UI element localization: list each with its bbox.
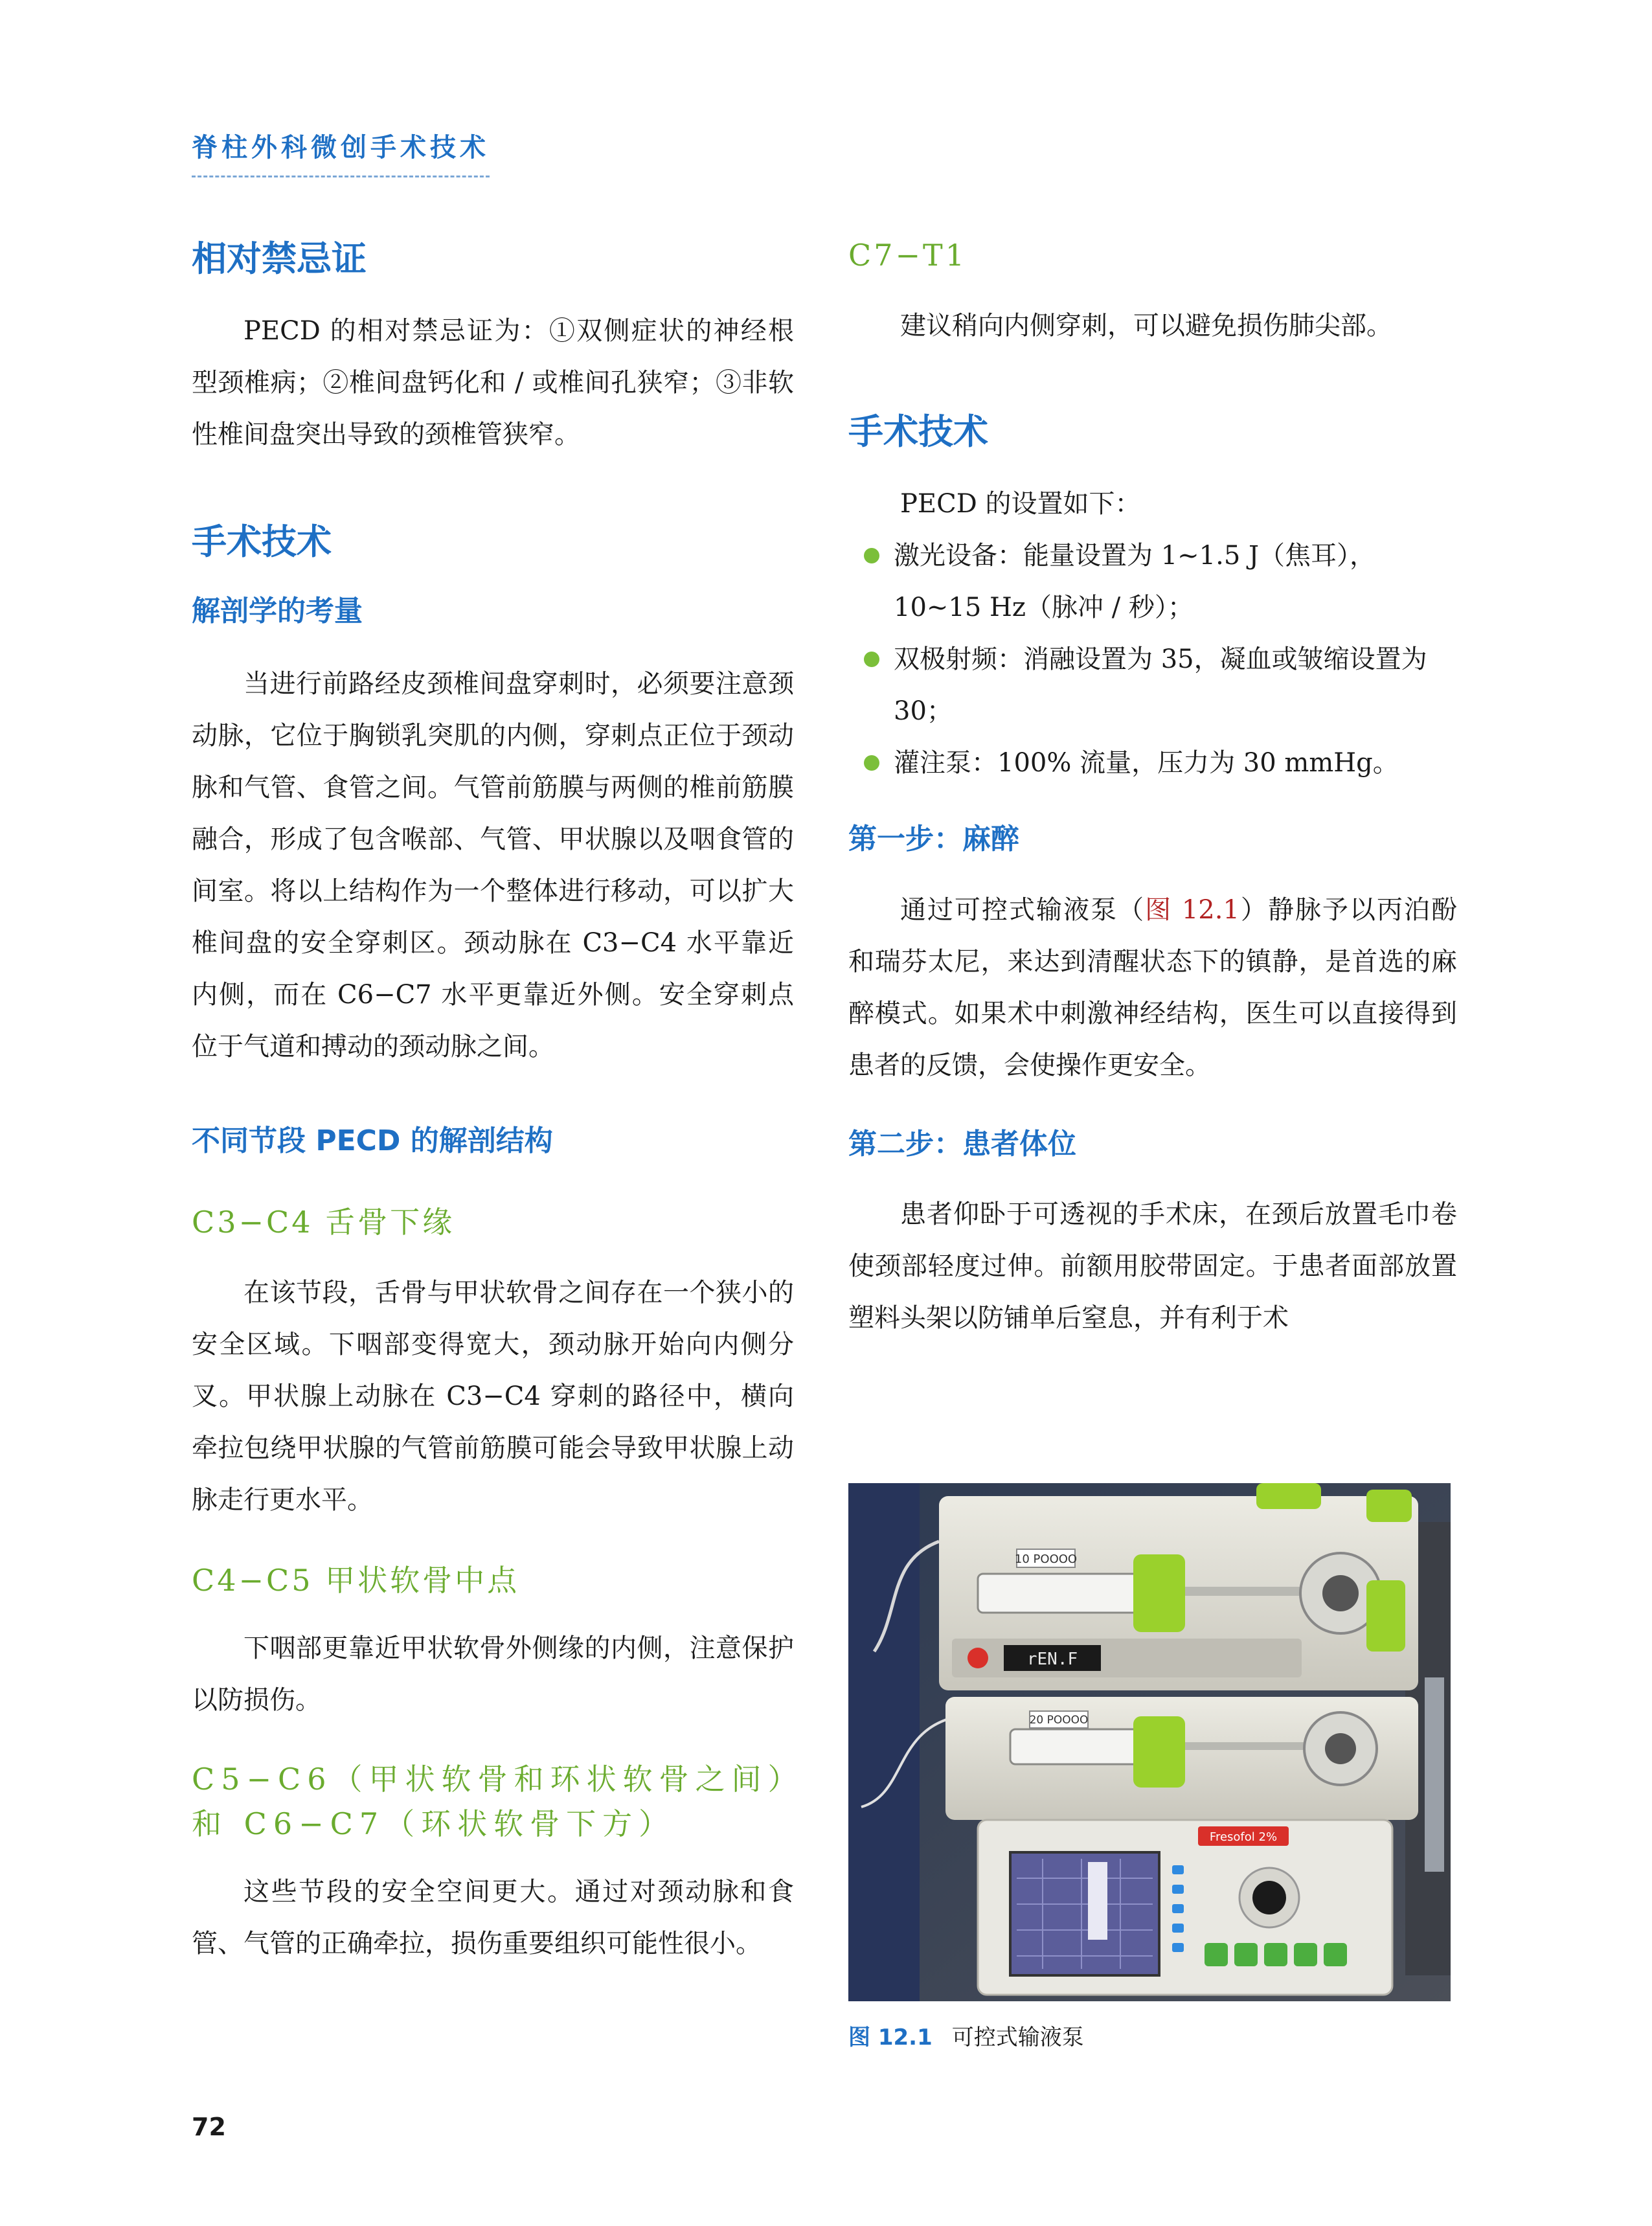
step1-text xyxy=(848,884,1457,1091)
syringe1-label: 10 POOOO xyxy=(1014,1552,1078,1566)
setting-text: 双极射频：消融设置为 35，凝血或皱缩设置为 30； xyxy=(894,644,1427,726)
step1-text-b: ）静脉予以丙泊酚和瑞芬太尼，来达到清醒状态下的镇静，是首选的麻醉模式。如果术中刺激神经结构，医生可以直接得到患者的反馈，会使操作更安全。 xyxy=(848,894,1458,1080)
c3c4-heading: C3−C4 舌骨下缘 xyxy=(192,1205,455,1240)
step1-heading: 第一步：麻醉 xyxy=(848,822,1019,856)
c5c7-heading: C5−C6（甲状软骨和环状软骨之间）和 C6−C7（环状软骨下方） xyxy=(192,1762,789,1842)
figure-infusion-pump xyxy=(848,1483,1451,2001)
running-head: 脊柱外科微创手术技术 xyxy=(192,127,490,177)
syringe2-label: 20 POOOO xyxy=(1029,1714,1089,1727)
right-column xyxy=(848,220,1457,1344)
setting-text: 灌注泵：100% 流量，压力为 30 mmHg。 xyxy=(894,747,1399,778)
step2-text: 患者仰卧于可透视的手术床，在颈后放置毛巾卷使颈部轻度过伸。前额用胶带固定。于患者面部放置塑料头架以防铺单后窒息，并有利于术 xyxy=(848,1199,1457,1334)
segments-heading: 不同节段 PECD 的解剖结构 xyxy=(192,1124,553,1158)
settings-intro: PECD 的设置如下： xyxy=(900,488,1141,519)
settings-list xyxy=(848,530,1457,789)
drug-label: Fresofol 2% xyxy=(1209,1830,1278,1844)
bullet-icon xyxy=(864,652,879,667)
infusion-pump-illustration xyxy=(848,1483,1451,2001)
bullet-icon xyxy=(864,548,879,563)
setting-text: 激光设备：能量设置为 1~1.5 J（焦耳），10~15 Hz（脉冲 / 秒）； xyxy=(894,540,1376,622)
page-number: 72 xyxy=(192,2113,226,2141)
list-item xyxy=(848,530,1457,633)
figure-caption-text: 可控式输液泵 xyxy=(951,2025,1084,2050)
step1-text-a: 通过可控式输液泵（ xyxy=(900,894,1146,925)
c5c7-text: 这些节段的安全空间更大。通过对颈动脉和食管、气管的正确牵拉，损伤重要组织可能性很小。 xyxy=(192,1877,794,1959)
figure-reference-link[interactable]: 图 12.1 xyxy=(1145,894,1239,925)
left-column xyxy=(192,220,794,1970)
list-item xyxy=(848,737,1457,789)
c4c5-text: 下咽部更靠近甲状软骨外侧缘的内侧，注意保护以防损伤。 xyxy=(192,1633,794,1716)
c7t1-text: 建议稍向内侧穿刺，可以避免损伤肺尖部。 xyxy=(900,311,1392,341)
figure-caption xyxy=(848,2019,1084,2051)
pump-display: rEN.F xyxy=(1026,1650,1078,1669)
relative-contraindications-heading: 相对禁忌证 xyxy=(192,238,367,279)
figure-number: 图 12.1 xyxy=(848,2025,933,2050)
bullet-icon xyxy=(864,755,879,771)
c7t1-heading: C7−T1 xyxy=(848,238,967,273)
list-item xyxy=(848,633,1457,737)
anatomy-text: 当进行前路经皮颈椎间盘穿刺时，必须要注意颈动脉，它位于胸锁乳突肌的内侧，穿刺点正位于颈动脉和气管、食管之间。气管前筋膜与两侧的椎前筋膜融合，形成了包含喉部、气管、甲状腺以及咽食管的间室。将以上结构作为一个整体进行移动，可以扩大椎间盘的安全穿刺区。颈动脉在 C3−C4 水平靠近内侧，而在 C6−C7 水平更靠近外侧。安全穿刺点位于气道和搏动的颈动脉之间。 xyxy=(192,669,794,1062)
c3c4-text: 在该节段，舌骨与甲状软骨之间存在一个狭小的安全区域。下咽部变得宽大，颈动脉开始向内侧分叉。甲状腺上动脉在 C3−C4 穿刺的路径中，横向牵拉包绕甲状腺的气管前筋膜可能会导致甲状腺上动脉走行更水平。 xyxy=(192,1278,794,1516)
relative-contraindications-text: PECD 的相对禁忌证为：①双侧症状的神经根型颈椎病；②椎间盘钙化和 / 或椎间孔狭窄；③非软性椎间盘突出导致的颈椎管狭窄。 xyxy=(192,315,794,449)
technique-heading: 手术技术 xyxy=(848,411,988,452)
anatomy-heading: 解剖学的考量 xyxy=(192,594,363,628)
step2-heading: 第二步：患者体位 xyxy=(848,1127,1076,1161)
c4c5-heading: C4−C5 甲状软骨中点 xyxy=(192,1563,520,1598)
surgical-technique-heading: 手术技术 xyxy=(192,521,332,562)
